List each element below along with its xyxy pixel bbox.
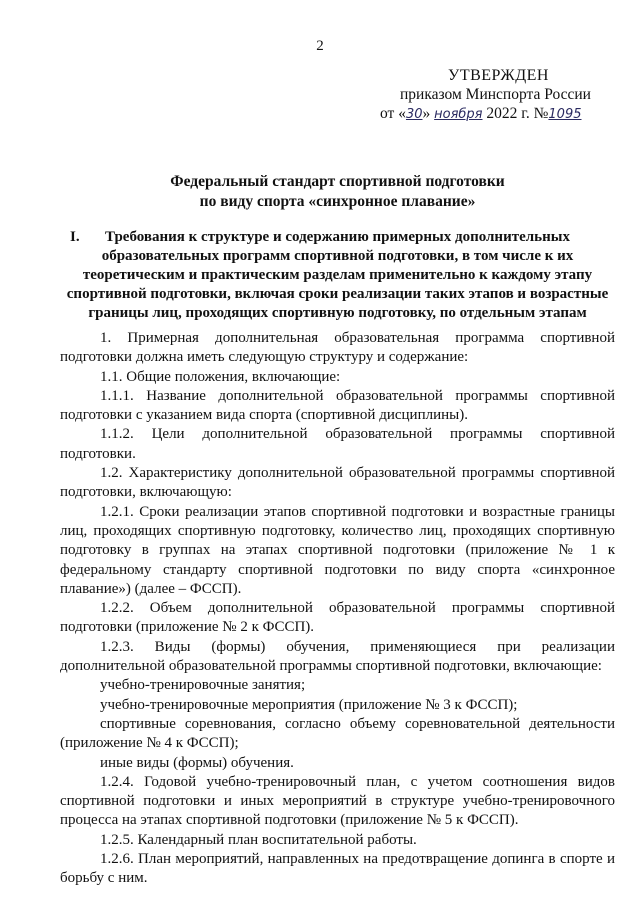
paragraph: 1.2.3. Виды (формы) обучения, применяющиеся при реализации дополнительной образовательной программы спортивной подготовки, включающие: [60, 638, 615, 675]
paragraph: 1.2.4. Годовой учебно-тренировочный план, с учетом соотношения видов спортивной подготовки и иных мероприятий в структуре учебно-тренировочного процесса на этапах спортивной подготовки (приложение № 5 к ФССП). [60, 773, 615, 829]
approval-month: ноября [434, 107, 483, 122]
paragraph: 1.1.1. Название дополнительной образовательной программы спортивной подготовки с указанием вида спорта (спортивной дисциплины). [60, 387, 615, 424]
paragraph: иные виды (формы) обучения. [100, 754, 294, 771]
approval-order: приказом Минспорта России [400, 86, 591, 103]
body-text [60, 329, 615, 889]
page-number: 2 [316, 38, 324, 54]
section-title: Требования к структуре и содержанию примерных дополнительных образовательных программ спортивной подготовки, в том числе к их теоретическим и практическим разделам применительно к каждому этапу спортивной подготовки, включая сроки реализации таких этапов и возрастные границы лиц, проходящих спортивную подготовку, по отдельным этапам [66, 229, 609, 321]
approval-date-line [380, 104, 630, 124]
paragraph: 1.2.5. Календарный план воспитательной работы. [100, 831, 417, 848]
title-line-2: по виду спорта «синхронное плавание» [199, 193, 476, 210]
paragraph: учебно-тренировочные занятия; [100, 677, 306, 694]
approval-year: 2022 г. № [486, 105, 549, 122]
section-number: I. [70, 229, 80, 245]
approval-prefix: от « [380, 105, 406, 122]
paragraph: 1.2.6. План мероприятий, направленных на предотвращение допинга в спорте и борьбу с ним. [60, 851, 615, 887]
paragraph: 1.1. Общие положения, включающие: [100, 368, 341, 385]
document-title [60, 172, 615, 212]
approval-mid: » [422, 105, 431, 122]
paragraph: 1.2.1. Сроки реализации этапов спортивной подготовки и возрастные границы лиц, проходящих спортивную подготовку, количество лиц, проходящих спортивную подготовку в группах на этапах спортивной подготовки (приложение № 1 к федеральному стандарту спортивной подготовки по виду спорта «синхронное плавание») (далее – ФССП). [60, 503, 615, 597]
paragraph: 1.2. Характеристику дополнительной образовательной программы спортивной подготовки, включающую: [60, 465, 615, 501]
approval-heading: УТВЕРЖДЕН [448, 67, 549, 84]
paragraph: 1. Примерная дополнительная образовательная программа спортивной подготовки должна иметь следующую структуру и содержание: [60, 330, 615, 366]
title-line-1: Федеральный стандарт спортивной подготовки [170, 173, 505, 190]
approval-block [380, 66, 630, 124]
approval-number: 1095 [548, 107, 582, 122]
paragraph: 1.1.2. Цели дополнительной образовательной программы спортивной подготовки. [60, 426, 615, 462]
approval-day: 30 [405, 107, 423, 122]
paragraph: 1.2.2. Объем дополнительной образовательной программы спортивной подготовки (приложение № 2 к ФССП). [60, 600, 615, 636]
section-heading [60, 228, 615, 323]
paragraph: спортивные соревнования, согласно объему соревновательной деятельности (приложение № 4 к ФССП); [60, 715, 615, 752]
paragraph: учебно-тренировочные мероприятия (приложение № 3 к ФССП); [100, 696, 518, 713]
